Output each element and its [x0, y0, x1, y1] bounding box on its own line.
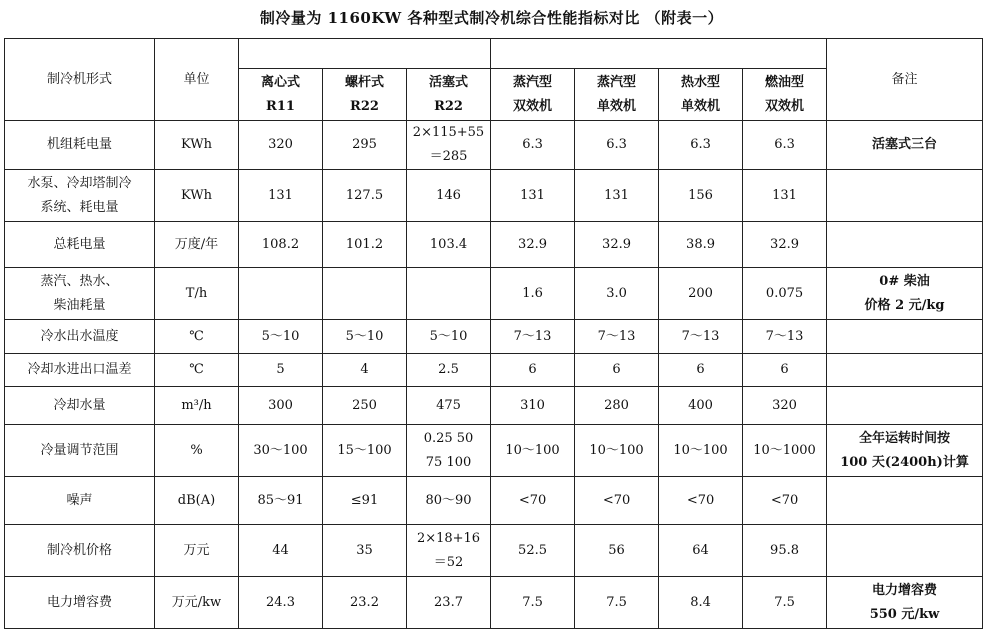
table-row — [5, 477, 983, 525]
header-column-line: 单效机 — [597, 98, 637, 114]
value-cell-line: 2×18+16 — [416, 530, 481, 546]
value-cell — [491, 577, 575, 629]
value-cell-line: 52.5 — [518, 542, 547, 558]
header-column-line: 蒸汽型 — [513, 74, 553, 90]
value-cell-line: 200 — [688, 285, 713, 301]
comparison-table — [4, 38, 983, 629]
header-unit — [155, 39, 239, 121]
row-unit: T/h — [155, 268, 239, 320]
remark-cell — [827, 354, 983, 387]
value-cell-line: 3.0 — [606, 285, 627, 301]
value-cell — [239, 121, 323, 170]
remark-cell — [827, 387, 983, 425]
header-column — [239, 69, 323, 121]
header-column-line: 双效机 — [513, 98, 553, 114]
value-cell — [659, 354, 743, 387]
value-cell — [659, 577, 743, 629]
value-cell-line: 1.6 — [522, 285, 543, 301]
value-cell-line: 295 — [352, 137, 377, 152]
value-cell-line: 5～10 — [429, 328, 468, 344]
value-cell — [407, 320, 491, 354]
value-cell-line: 10～1000 — [753, 442, 816, 458]
value-cell-line: 131 — [604, 187, 629, 203]
value-cell-line: 280 — [604, 397, 629, 413]
value-cell — [743, 477, 827, 525]
value-cell — [323, 577, 407, 629]
table-row — [5, 425, 983, 477]
value-cell — [743, 525, 827, 577]
value-cell — [239, 222, 323, 268]
row-label — [5, 525, 155, 577]
header-remarks-label: 备注 — [891, 71, 918, 87]
header-column — [743, 69, 827, 121]
value-cell — [743, 121, 827, 170]
value-cell-line: 250 — [352, 397, 377, 413]
remark-cell — [827, 477, 983, 525]
value-cell-line: 2×115+55 — [412, 125, 485, 140]
header-unit-label: 单位 — [183, 71, 210, 87]
value-cell — [743, 268, 827, 320]
value-cell — [575, 525, 659, 577]
header-type — [5, 39, 155, 121]
row-label — [5, 477, 155, 525]
value-cell-line: 7.5 — [522, 594, 543, 610]
value-cell-line: 7～13 — [597, 328, 636, 344]
table-row — [5, 268, 983, 320]
value-cell-line: 0.25 50 — [423, 430, 474, 446]
row-label-line: 制冷机价格 — [46, 542, 112, 558]
value-cell — [575, 577, 659, 629]
value-cell-line: <70 — [602, 492, 631, 508]
header-column — [659, 69, 743, 121]
row-unit: 万度/年 — [155, 222, 239, 268]
value-cell-line: 8.4 — [690, 594, 711, 610]
value-cell — [743, 222, 827, 268]
value-cell-line: 5～10 — [345, 328, 384, 344]
row-label — [5, 222, 155, 268]
value-cell-line: 23.2 — [350, 594, 379, 610]
remark-cell — [827, 577, 983, 629]
value-cell — [323, 387, 407, 425]
value-cell-line: 44 — [272, 542, 289, 558]
value-cell — [491, 170, 575, 222]
row-label-line: 冷水出水温度 — [40, 328, 119, 344]
header-group-absorption — [491, 39, 827, 69]
value-cell-line: 0.075 — [765, 285, 804, 301]
value-cell-line: 23.7 — [434, 594, 463, 610]
value-cell — [323, 222, 407, 268]
remark-cell-line: 电力增容费 — [872, 582, 938, 598]
row-unit: KWh — [155, 121, 239, 170]
value-cell-line: 32.9 — [518, 236, 547, 252]
header-column — [491, 69, 575, 121]
row-label — [5, 387, 155, 425]
header-column-line: 离心式 — [260, 74, 300, 90]
table-row — [5, 170, 983, 222]
value-cell-line: 32.9 — [602, 236, 631, 252]
remark-cell — [827, 222, 983, 268]
row-label-line: 冷却水量 — [53, 397, 106, 413]
value-cell — [239, 577, 323, 629]
value-cell — [491, 387, 575, 425]
value-cell — [575, 268, 659, 320]
remark-cell — [827, 425, 983, 477]
value-cell-line: ＝52 — [433, 554, 464, 570]
value-cell — [239, 425, 323, 477]
value-cell-line: 2.5 — [438, 362, 459, 377]
value-cell — [491, 268, 575, 320]
value-cell — [323, 170, 407, 222]
value-cell-line: 146 — [436, 187, 461, 203]
value-cell-line: 127.5 — [345, 187, 384, 203]
value-cell — [407, 268, 491, 320]
header-column-line: 蒸汽型 — [597, 74, 637, 90]
row-unit: m³/h — [155, 387, 239, 425]
row-unit: % — [155, 425, 239, 477]
value-cell-line: 38.9 — [686, 236, 715, 252]
value-cell — [239, 320, 323, 354]
header-type-label: 制冷机形式 — [46, 71, 112, 87]
value-cell-line: 10～100 — [589, 442, 644, 458]
row-label-line: 系统、耗电量 — [40, 199, 119, 215]
value-cell — [407, 222, 491, 268]
value-cell-line: <70 — [770, 492, 799, 508]
value-cell — [323, 121, 407, 170]
value-cell — [323, 320, 407, 354]
remark-cell — [827, 121, 983, 170]
remark-cell-line: 0# 柴油 — [879, 273, 930, 289]
value-cell-line: 4 — [360, 362, 369, 377]
value-cell-line: 56 — [608, 542, 625, 558]
table-row — [5, 525, 983, 577]
remark-cell-line: 活塞式三台 — [872, 137, 938, 152]
header-column-line: 燃油型 — [765, 74, 805, 90]
value-cell-line: 7.5 — [774, 594, 795, 610]
value-cell — [575, 222, 659, 268]
value-cell-line: 24.3 — [266, 594, 295, 610]
value-cell-line: 6 — [780, 362, 789, 377]
value-cell-line: 131 — [268, 187, 293, 203]
value-cell — [743, 387, 827, 425]
header-column-line: R11 — [266, 98, 295, 114]
value-cell — [407, 170, 491, 222]
value-cell-line: 156 — [688, 187, 713, 203]
value-cell-line: 75 100 — [425, 454, 472, 470]
value-cell — [491, 222, 575, 268]
value-cell — [407, 425, 491, 477]
value-cell — [323, 425, 407, 477]
header-column-line: 双效机 — [765, 98, 805, 114]
value-cell-line: 7～13 — [765, 328, 804, 344]
value-cell-line: 108.2 — [261, 236, 300, 252]
value-cell-line: 95.8 — [770, 542, 799, 558]
value-cell — [239, 354, 323, 387]
remark-cell-line: 100 天(2400h)计算 — [840, 454, 969, 470]
value-cell — [239, 268, 323, 320]
value-cell-line: 310 — [520, 397, 545, 413]
table-row — [5, 121, 983, 170]
header-remarks — [827, 39, 983, 121]
remark-cell — [827, 525, 983, 577]
row-unit: ℃ — [155, 354, 239, 387]
remark-cell-line: 价格 2 元/kg — [864, 297, 945, 313]
value-cell — [659, 525, 743, 577]
value-cell-line: 320 — [772, 397, 797, 413]
value-cell — [407, 525, 491, 577]
value-cell — [491, 121, 575, 170]
table-title: 制冷量为 1160KW 各种型式制冷机综合性能指标对比 （附表一） — [259, 9, 724, 27]
header-column — [323, 69, 407, 121]
row-label — [5, 577, 155, 629]
row-label-line: 机组耗电量 — [46, 137, 112, 152]
value-cell-line: 6 — [612, 362, 621, 377]
value-cell — [743, 577, 827, 629]
row-unit: 万元/kw — [155, 577, 239, 629]
value-cell-line: 5～10 — [261, 328, 300, 344]
value-cell — [659, 425, 743, 477]
value-cell — [743, 354, 827, 387]
row-label-line: 噪声 — [66, 492, 93, 508]
value-cell — [575, 121, 659, 170]
value-cell — [575, 170, 659, 222]
remark-cell — [827, 268, 983, 320]
value-cell — [407, 577, 491, 629]
header-column-line: 活塞式 — [429, 74, 469, 90]
header-group-electric — [239, 39, 491, 69]
remark-cell-line: 全年运转时间按 — [859, 430, 951, 446]
value-cell — [575, 320, 659, 354]
value-cell-line: 5 — [276, 362, 285, 377]
value-cell — [575, 477, 659, 525]
row-label-line: 冷量调节范围 — [40, 442, 119, 458]
value-cell-line: 15～100 — [337, 442, 392, 458]
value-cell — [659, 387, 743, 425]
row-unit: 万元 — [155, 525, 239, 577]
value-cell-line: 101.2 — [345, 236, 384, 252]
value-cell — [239, 525, 323, 577]
value-cell — [575, 354, 659, 387]
row-label-line: 水泵、冷却塔制冷 — [27, 175, 132, 191]
value-cell-line: 6.3 — [774, 137, 795, 152]
value-cell — [407, 354, 491, 387]
value-cell — [659, 268, 743, 320]
value-cell-line: 7～13 — [513, 328, 552, 344]
value-cell — [659, 320, 743, 354]
value-cell-line: ＝285 — [429, 149, 468, 164]
value-cell — [407, 121, 491, 170]
row-label — [5, 121, 155, 170]
value-cell — [659, 477, 743, 525]
row-label — [5, 425, 155, 477]
value-cell-line: 80～90 — [425, 492, 472, 508]
value-cell — [323, 477, 407, 525]
value-cell-line: 10～100 — [673, 442, 728, 458]
row-label — [5, 170, 155, 222]
value-cell-line: 6.3 — [606, 137, 627, 152]
row-label-line: 蒸汽、热水、 — [40, 273, 119, 289]
value-cell — [323, 525, 407, 577]
table-row — [5, 222, 983, 268]
remark-cell-line: 550 元/kw — [869, 606, 940, 622]
value-cell — [407, 477, 491, 525]
table-row — [5, 577, 983, 629]
value-cell — [239, 477, 323, 525]
value-cell-line: 64 — [692, 542, 709, 558]
row-label — [5, 354, 155, 387]
value-cell — [323, 268, 407, 320]
value-cell-line: 131 — [520, 187, 545, 203]
value-cell-line: 320 — [268, 137, 293, 152]
header-column — [407, 69, 491, 121]
value-cell — [743, 425, 827, 477]
row-label-line: 电力增容费 — [46, 594, 112, 610]
value-cell-line: 6.3 — [522, 137, 543, 152]
value-cell — [491, 525, 575, 577]
value-cell-line: 103.4 — [429, 236, 468, 252]
value-cell — [659, 222, 743, 268]
value-cell — [491, 477, 575, 525]
value-cell — [659, 170, 743, 222]
row-label-line: 柴油耗量 — [53, 297, 106, 313]
remark-cell — [827, 320, 983, 354]
table-row — [5, 387, 983, 425]
value-cell — [743, 320, 827, 354]
value-cell-line: 10～100 — [505, 442, 560, 458]
value-cell-line: ≤91 — [350, 492, 379, 508]
value-cell — [323, 354, 407, 387]
row-label-line: 冷却水进出口温差 — [27, 362, 132, 377]
value-cell — [407, 387, 491, 425]
remark-cell — [827, 170, 983, 222]
value-cell-line: 400 — [688, 397, 713, 413]
value-cell — [575, 425, 659, 477]
value-cell — [743, 170, 827, 222]
header-column-line: R22 — [350, 98, 379, 114]
value-cell — [239, 387, 323, 425]
value-cell-line: <70 — [686, 492, 715, 508]
value-cell-line: 6 — [696, 362, 705, 377]
value-cell — [575, 387, 659, 425]
value-cell — [491, 425, 575, 477]
row-label — [5, 268, 155, 320]
row-label-line: 总耗电量 — [53, 236, 106, 252]
header-column-line: 单效机 — [681, 98, 721, 114]
header-column — [575, 69, 659, 121]
row-label — [5, 320, 155, 354]
value-cell — [491, 354, 575, 387]
value-cell-line: 35 — [356, 542, 373, 558]
value-cell — [491, 320, 575, 354]
value-cell-line: 6 — [528, 362, 537, 377]
value-cell-line: 7～13 — [681, 328, 720, 344]
value-cell-line: 30～100 — [253, 442, 308, 458]
row-unit: dB(A) — [155, 477, 239, 525]
table-row — [5, 354, 983, 387]
header-column-line: 螺杆式 — [344, 74, 384, 90]
value-cell-line: 7.5 — [606, 594, 627, 610]
value-cell-line: 131 — [772, 187, 797, 203]
header-column-line: 热水型 — [681, 74, 721, 90]
table-row — [5, 320, 983, 354]
value-cell — [239, 170, 323, 222]
row-unit: ℃ — [155, 320, 239, 354]
value-cell-line: 6.3 — [690, 137, 711, 152]
value-cell-line: 300 — [268, 397, 293, 413]
row-unit: KWh — [155, 170, 239, 222]
value-cell-line: <70 — [518, 492, 547, 508]
value-cell-line: 32.9 — [770, 236, 799, 252]
value-cell-line: 475 — [436, 397, 461, 413]
value-cell — [659, 121, 743, 170]
header-column-line: R22 — [434, 98, 463, 114]
value-cell-line: 85～91 — [257, 492, 304, 508]
